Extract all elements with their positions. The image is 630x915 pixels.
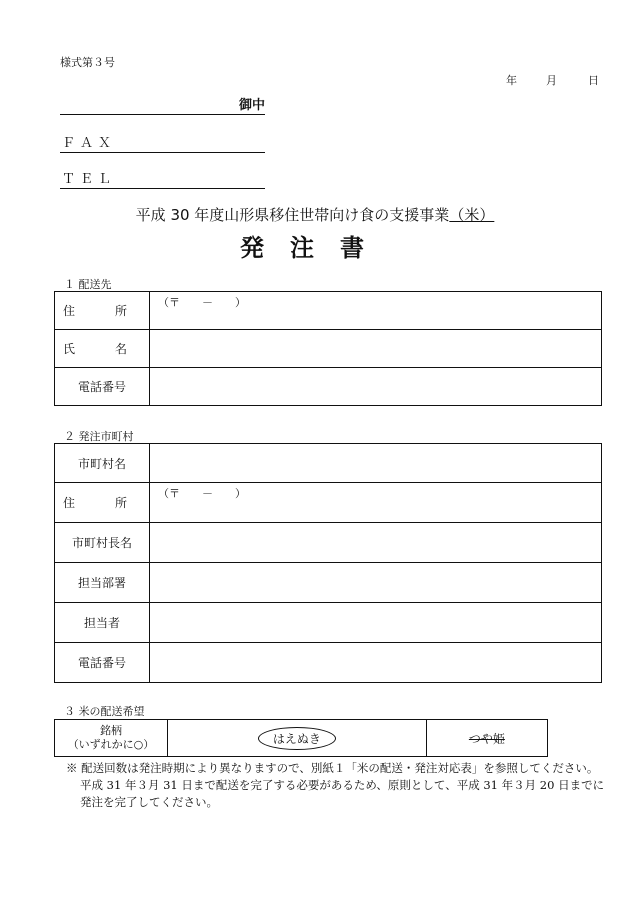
- municipality-address-field[interactable]: [150, 483, 602, 523]
- option-tsuyahime-struck[interactable]: つや姫: [468, 731, 505, 746]
- tel-field[interactable]: [60, 170, 265, 189]
- section-1-label: １ 配送先: [64, 278, 112, 291]
- contact-person-field[interactable]: [150, 603, 602, 643]
- municipality-phone-field[interactable]: [150, 643, 602, 683]
- project-title-suffix: （米）: [449, 206, 495, 224]
- section-2-label: ２ 発注市町村: [64, 430, 134, 443]
- option-haenuki-circled[interactable]: はえぬき: [258, 727, 336, 750]
- option-haenuki-cell[interactable]: [168, 720, 427, 757]
- municipality-table: [54, 443, 602, 683]
- project-title: [0, 204, 630, 225]
- note-delivery-frequency: ※ 配送回数は発注時期により異なりますので、別紙１「米の配送・発注対応表」を参照してください。: [66, 761, 599, 775]
- tel-label: ＴＥＬ: [62, 172, 117, 187]
- contact-person-label: 担当者: [55, 603, 150, 643]
- rice-choice-table: [54, 719, 548, 757]
- project-title-main: 平成 30 年度山形県移住世帯向け食の支援事業: [135, 206, 450, 224]
- document-title: 発注書: [240, 234, 390, 262]
- date-month-label: 月: [546, 74, 557, 87]
- notes-block: [66, 760, 606, 811]
- municipality-name-field[interactable]: [150, 444, 602, 483]
- fax-field[interactable]: [60, 134, 265, 153]
- delivery-name-field[interactable]: [150, 330, 602, 368]
- municipality-address-label: 住 所: [55, 483, 150, 523]
- postal-code-placeholder: （〒 － ）: [158, 296, 246, 309]
- municipality-name-label: 市町村名: [55, 444, 150, 483]
- brand-label-line-1: 銘柄: [100, 724, 122, 737]
- postal-code-placeholder: （〒 － ）: [158, 487, 246, 500]
- delivery-phone-label: 電話番号: [55, 368, 150, 406]
- onchu-label: 御中: [238, 98, 265, 113]
- delivery-address-label: 住 所: [55, 292, 150, 330]
- date-day-label: 日: [588, 74, 599, 87]
- fax-label: ＦＡＸ: [62, 136, 117, 151]
- date-year-label: 年: [506, 74, 517, 87]
- form-number: 様式第３号: [60, 56, 115, 69]
- municipality-phone-label: 電話番号: [55, 643, 150, 683]
- option-tsuyahime-cell[interactable]: [426, 720, 547, 757]
- delivery-table: [54, 291, 602, 406]
- recipient-name-field[interactable]: [60, 96, 265, 115]
- mayor-name-label: 市町村長名: [55, 523, 150, 563]
- mayor-name-field[interactable]: [150, 523, 602, 563]
- brand-label: [55, 720, 168, 757]
- note-deadline: 平成 31 年３月 31 日まで配送を完了する必要があるため、原則として、平成 31 年３月 20 日までに発注を完了してください。: [80, 778, 605, 809]
- delivery-address-field[interactable]: [150, 292, 602, 330]
- department-field[interactable]: [150, 563, 602, 603]
- department-label: 担当部署: [55, 563, 150, 603]
- section-3-label: ３ 米の配送希望: [64, 705, 145, 718]
- delivery-name-label: 氏 名: [55, 330, 150, 368]
- delivery-phone-field[interactable]: [150, 368, 602, 406]
- brand-label-line-2: （いずれかに○）: [67, 738, 155, 751]
